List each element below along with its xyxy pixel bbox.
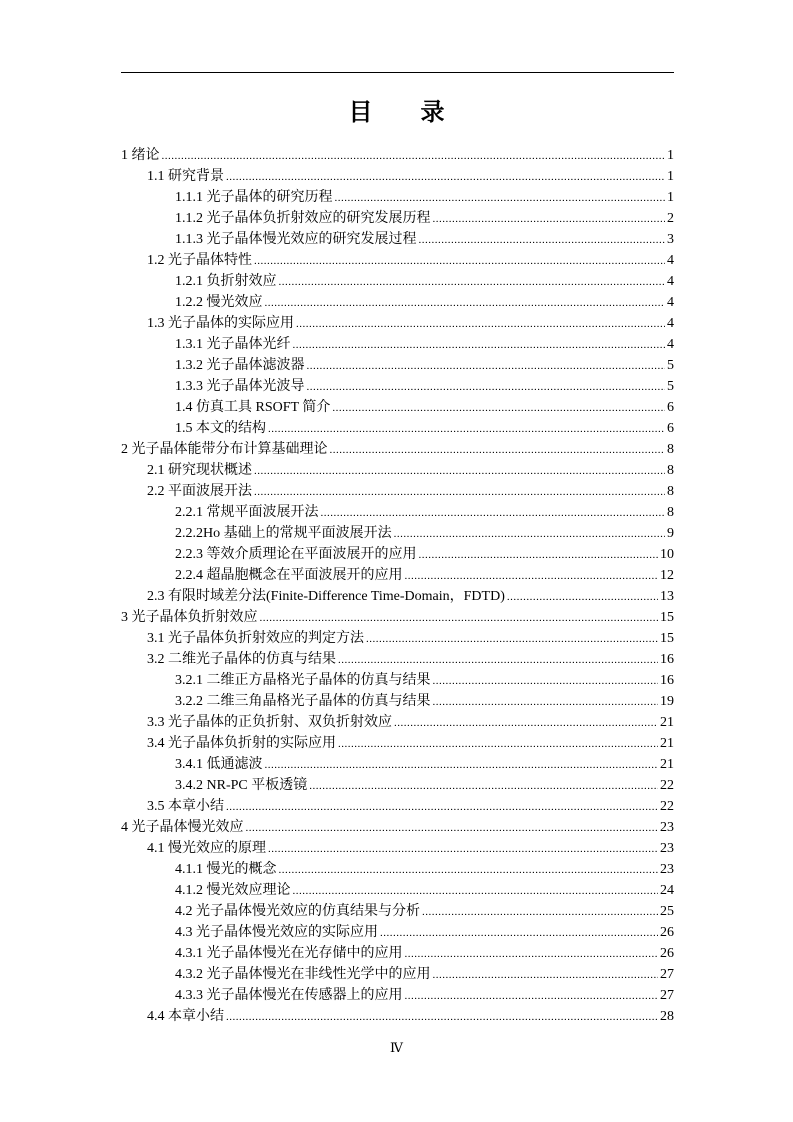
toc-dot-leader <box>380 923 658 944</box>
toc-entry[interactable] <box>121 292 674 313</box>
toc-entry-page: 23 <box>660 841 674 856</box>
toc-entry-label: 1.3.3 光子晶体光波导 <box>175 379 305 394</box>
toc-entry-page: 22 <box>660 778 674 793</box>
toc-entry-page: 21 <box>660 736 674 751</box>
toc-entry[interactable] <box>121 544 674 565</box>
toc-dot-leader <box>422 902 658 923</box>
toc-entry[interactable] <box>121 943 674 964</box>
toc-entry-page: 24 <box>660 883 674 898</box>
toc-entry-label: 3.3 光子晶体的正负折射、双负折射效应 <box>147 715 392 730</box>
toc-entry-page: 1 <box>667 169 674 184</box>
toc-entry[interactable] <box>121 754 674 775</box>
toc-entry-label: 1.5 本文的结构 <box>175 421 266 436</box>
toc-dot-leader <box>265 293 666 314</box>
toc-entry-label: 4 光子晶体慢光效应 <box>121 820 244 835</box>
toc-dot-leader <box>268 839 658 860</box>
toc-dot-leader <box>433 692 659 713</box>
toc-entry[interactable] <box>121 355 674 376</box>
toc-dot-leader <box>433 965 659 986</box>
toc-dot-leader <box>307 377 666 398</box>
toc-entry-page: 4 <box>667 295 674 310</box>
toc-entry-page: 10 <box>660 547 674 562</box>
toc-dot-leader <box>307 356 666 377</box>
toc-entry[interactable] <box>121 985 674 1006</box>
toc-entry-label: 3.4.2 NR-PC 平板透镜 <box>175 778 308 793</box>
toc-dot-leader <box>296 314 665 335</box>
toc-entry[interactable] <box>121 397 674 418</box>
toc-dot-leader <box>507 587 658 608</box>
toc-entry-label: 1.2 光子晶体特性 <box>147 253 252 268</box>
toc-entry[interactable] <box>121 523 674 544</box>
toc-entry-page: 25 <box>660 904 674 919</box>
toc-entry-label: 4.4 本章小结 <box>147 1009 224 1024</box>
toc-entry[interactable] <box>121 691 674 712</box>
toc-entry-page: 16 <box>660 673 674 688</box>
toc-entry[interactable] <box>121 922 674 943</box>
toc-entry[interactable] <box>121 313 674 334</box>
toc-entry-label: 2.1 研究现状概述 <box>147 463 252 478</box>
toc-entry[interactable] <box>121 649 674 670</box>
toc-entry[interactable] <box>121 586 674 607</box>
toc-entry-label: 2 光子晶体能带分布计算基础理论 <box>121 442 328 457</box>
toc-entry[interactable] <box>121 250 674 271</box>
toc-dot-leader <box>366 629 658 650</box>
toc-dot-leader <box>226 1007 658 1028</box>
toc-entry-page: 26 <box>660 946 674 961</box>
toc-entry[interactable] <box>121 712 674 733</box>
toc-entry-page: 15 <box>660 631 674 646</box>
toc-entry-label: 1.3 光子晶体的实际应用 <box>147 316 294 331</box>
toc-dot-leader <box>226 797 658 818</box>
toc-dot-leader <box>433 671 659 692</box>
toc-entry[interactable] <box>121 565 674 586</box>
toc-entry-label: 3.4.1 低通滤波 <box>175 757 263 772</box>
toc-entry-label: 3.5 本章小结 <box>147 799 224 814</box>
page-number: Ⅳ <box>390 1040 403 1055</box>
toc-entry-label: 1.2.1 负折射效应 <box>175 274 277 289</box>
toc-entry-page: 21 <box>660 757 674 772</box>
toc-entry-label: 2.2.3 等效介质理论在平面波展开的应用 <box>175 547 417 562</box>
toc-entry-page: 4 <box>667 274 674 289</box>
toc-entry[interactable] <box>121 670 674 691</box>
toc-dot-leader <box>419 230 666 251</box>
toc-entry-page: 28 <box>660 1009 674 1024</box>
toc-entry-page: 4 <box>667 253 674 268</box>
toc-entry[interactable] <box>121 271 674 292</box>
toc-entry[interactable] <box>121 817 674 838</box>
toc-entry-page: 22 <box>660 799 674 814</box>
toc-dot-leader <box>335 188 666 209</box>
toc-entry[interactable] <box>121 838 674 859</box>
toc-entry-label: 2.2.2Ho 基础上的常规平面波展开法 <box>175 526 392 541</box>
toc-entry[interactable] <box>121 418 674 439</box>
toc-entry[interactable] <box>121 796 674 817</box>
toc-entry-label: 3.1 光子晶体负折射效应的判定方法 <box>147 631 364 646</box>
toc-entry-page: 3 <box>667 232 674 247</box>
toc-entry[interactable] <box>121 880 674 901</box>
toc-entry-label: 3.2 二维光子晶体的仿真与结果 <box>147 652 336 667</box>
toc-entry-label: 2.3 有限时域差分法(Finite-Difference Time-Domain，FDTD) <box>147 589 505 604</box>
toc-entry[interactable] <box>121 607 674 628</box>
toc-entry[interactable] <box>121 859 674 880</box>
toc-dot-leader <box>246 818 659 839</box>
toc-entry[interactable] <box>121 901 674 922</box>
toc-dot-leader <box>226 167 665 188</box>
toc-entry-label: 3.2.2 二维三角晶格光子晶体的仿真与结果 <box>175 694 431 709</box>
toc-entry[interactable] <box>121 460 674 481</box>
toc-entry[interactable] <box>121 1006 674 1027</box>
toc-dot-leader <box>309 776 658 797</box>
toc-entry-label: 4.2 光子晶体慢光效应的仿真结果与分析 <box>175 904 420 919</box>
toc-dot-leader <box>330 440 666 461</box>
toc-entry-page: 13 <box>660 589 674 604</box>
toc-entry-page: 6 <box>667 400 674 415</box>
toc-entry[interactable] <box>121 775 674 796</box>
toc-dot-leader <box>338 734 658 755</box>
toc-entry[interactable] <box>121 334 674 355</box>
toc-entry-label: 4.3 光子晶体慢光效应的实际应用 <box>175 925 378 940</box>
toc-entry[interactable] <box>121 628 674 649</box>
toc-entry[interactable] <box>121 376 674 397</box>
toc-entry[interactable] <box>121 229 674 250</box>
toc-entry[interactable] <box>121 166 674 187</box>
toc-entry-label: 4.3.3 光子晶体慢光在传感器上的应用 <box>175 988 403 1003</box>
toc-entry-label: 4.1.2 慢光效应理论 <box>175 883 291 898</box>
toc-entry-page: 12 <box>660 568 674 583</box>
toc-entry-page: 15 <box>660 610 674 625</box>
toc-entry-page: 19 <box>660 694 674 709</box>
toc-dot-leader <box>394 524 665 545</box>
toc-dot-leader <box>405 986 659 1007</box>
toc-dot-leader <box>405 944 659 965</box>
toc-entry[interactable] <box>121 187 674 208</box>
page-title: 目 录 <box>348 100 445 126</box>
toc-entry[interactable] <box>121 439 674 460</box>
toc-entry-label: 1.3.2 光子晶体滤波器 <box>175 358 305 373</box>
toc-dot-leader <box>260 608 659 629</box>
toc-dot-leader <box>321 503 666 524</box>
toc-entry-page: 8 <box>667 463 674 478</box>
toc-entry-label: 2.2 平面波展开法 <box>147 484 252 499</box>
toc-dot-leader <box>162 146 666 167</box>
toc-dot-leader <box>293 881 659 902</box>
toc-dot-leader <box>293 335 666 356</box>
toc-entry-label: 1.3.1 光子晶体光纤 <box>175 337 291 352</box>
toc-entry-label: 4.1.1 慢光的概念 <box>175 862 277 877</box>
toc-entry-page: 26 <box>660 925 674 940</box>
toc-entry-page: 27 <box>660 967 674 982</box>
toc-entry-page: 23 <box>660 820 674 835</box>
toc-dot-leader <box>279 860 659 881</box>
toc-entry-label: 1.4 仿真工具 RSOFT 简介 <box>175 400 331 415</box>
toc-entry[interactable] <box>121 145 674 166</box>
toc-entry[interactable] <box>121 502 674 523</box>
toc-entry[interactable] <box>121 733 674 754</box>
toc-entry-page: 4 <box>667 337 674 352</box>
toc-entry-page: 5 <box>667 358 674 373</box>
toc-dot-leader <box>279 272 666 293</box>
toc-dot-leader <box>332 398 665 419</box>
toc-entry[interactable] <box>121 481 674 502</box>
toc-dot-leader <box>254 461 665 482</box>
toc-entry-page: 8 <box>667 484 674 499</box>
toc-entry[interactable] <box>121 964 674 985</box>
toc-entry-page: 6 <box>667 421 674 436</box>
toc-entry-page: 23 <box>660 862 674 877</box>
toc-dot-leader <box>265 755 659 776</box>
toc-entry-label: 4.3.1 光子晶体慢光在光存储中的应用 <box>175 946 403 961</box>
toc-dot-leader <box>254 251 665 272</box>
toc-entry-page: 9 <box>667 526 674 541</box>
toc-entry-label: 1.1.3 光子晶体慢光效应的研究发展过程 <box>175 232 417 247</box>
toc-entry-label: 3.4 光子晶体负折射的实际应用 <box>147 736 336 751</box>
toc-entry-label: 2.2.1 常规平面波展开法 <box>175 505 319 520</box>
toc-entry-page: 2 <box>667 211 674 226</box>
toc-dot-leader <box>268 419 665 440</box>
toc-entry-page: 1 <box>667 148 674 163</box>
toc-entry-label: 1 绪论 <box>121 148 160 163</box>
table-of-contents <box>121 145 674 1027</box>
toc-entry-label: 3.2.1 二维正方晶格光子晶体的仿真与结果 <box>175 673 431 688</box>
toc-entry-label: 1.1 研究背景 <box>147 169 224 184</box>
toc-entry[interactable] <box>121 208 674 229</box>
toc-entry-page: 1 <box>667 190 674 205</box>
toc-dot-leader <box>433 209 666 230</box>
toc-dot-leader <box>338 650 658 671</box>
toc-entry-page: 21 <box>660 715 674 730</box>
toc-dot-leader <box>419 545 659 566</box>
toc-entry-page: 4 <box>667 316 674 331</box>
toc-dot-leader <box>405 566 659 587</box>
toc-dot-leader <box>394 713 658 734</box>
toc-entry-page: 27 <box>660 988 674 1003</box>
toc-entry-label: 1.1.2 光子晶体负折射效应的研究发展历程 <box>175 211 431 226</box>
header-rule <box>121 72 674 73</box>
toc-entry-page: 16 <box>660 652 674 667</box>
toc-entry-page: 5 <box>667 379 674 394</box>
toc-dot-leader <box>254 482 665 503</box>
toc-entry-page: 8 <box>667 505 674 520</box>
toc-entry-label: 4.3.2 光子晶体慢光在非线性光学中的应用 <box>175 967 431 982</box>
toc-entry-label: 4.1 慢光效应的原理 <box>147 841 266 856</box>
toc-entry-label: 2.2.4 超晶胞概念在平面波展开的应用 <box>175 568 403 583</box>
toc-entry-page: 8 <box>667 442 674 457</box>
toc-entry-label: 3 光子晶体负折射效应 <box>121 610 258 625</box>
toc-entry-label: 1.1.1 光子晶体的研究历程 <box>175 190 333 205</box>
toc-entry-label: 1.2.2 慢光效应 <box>175 295 263 310</box>
